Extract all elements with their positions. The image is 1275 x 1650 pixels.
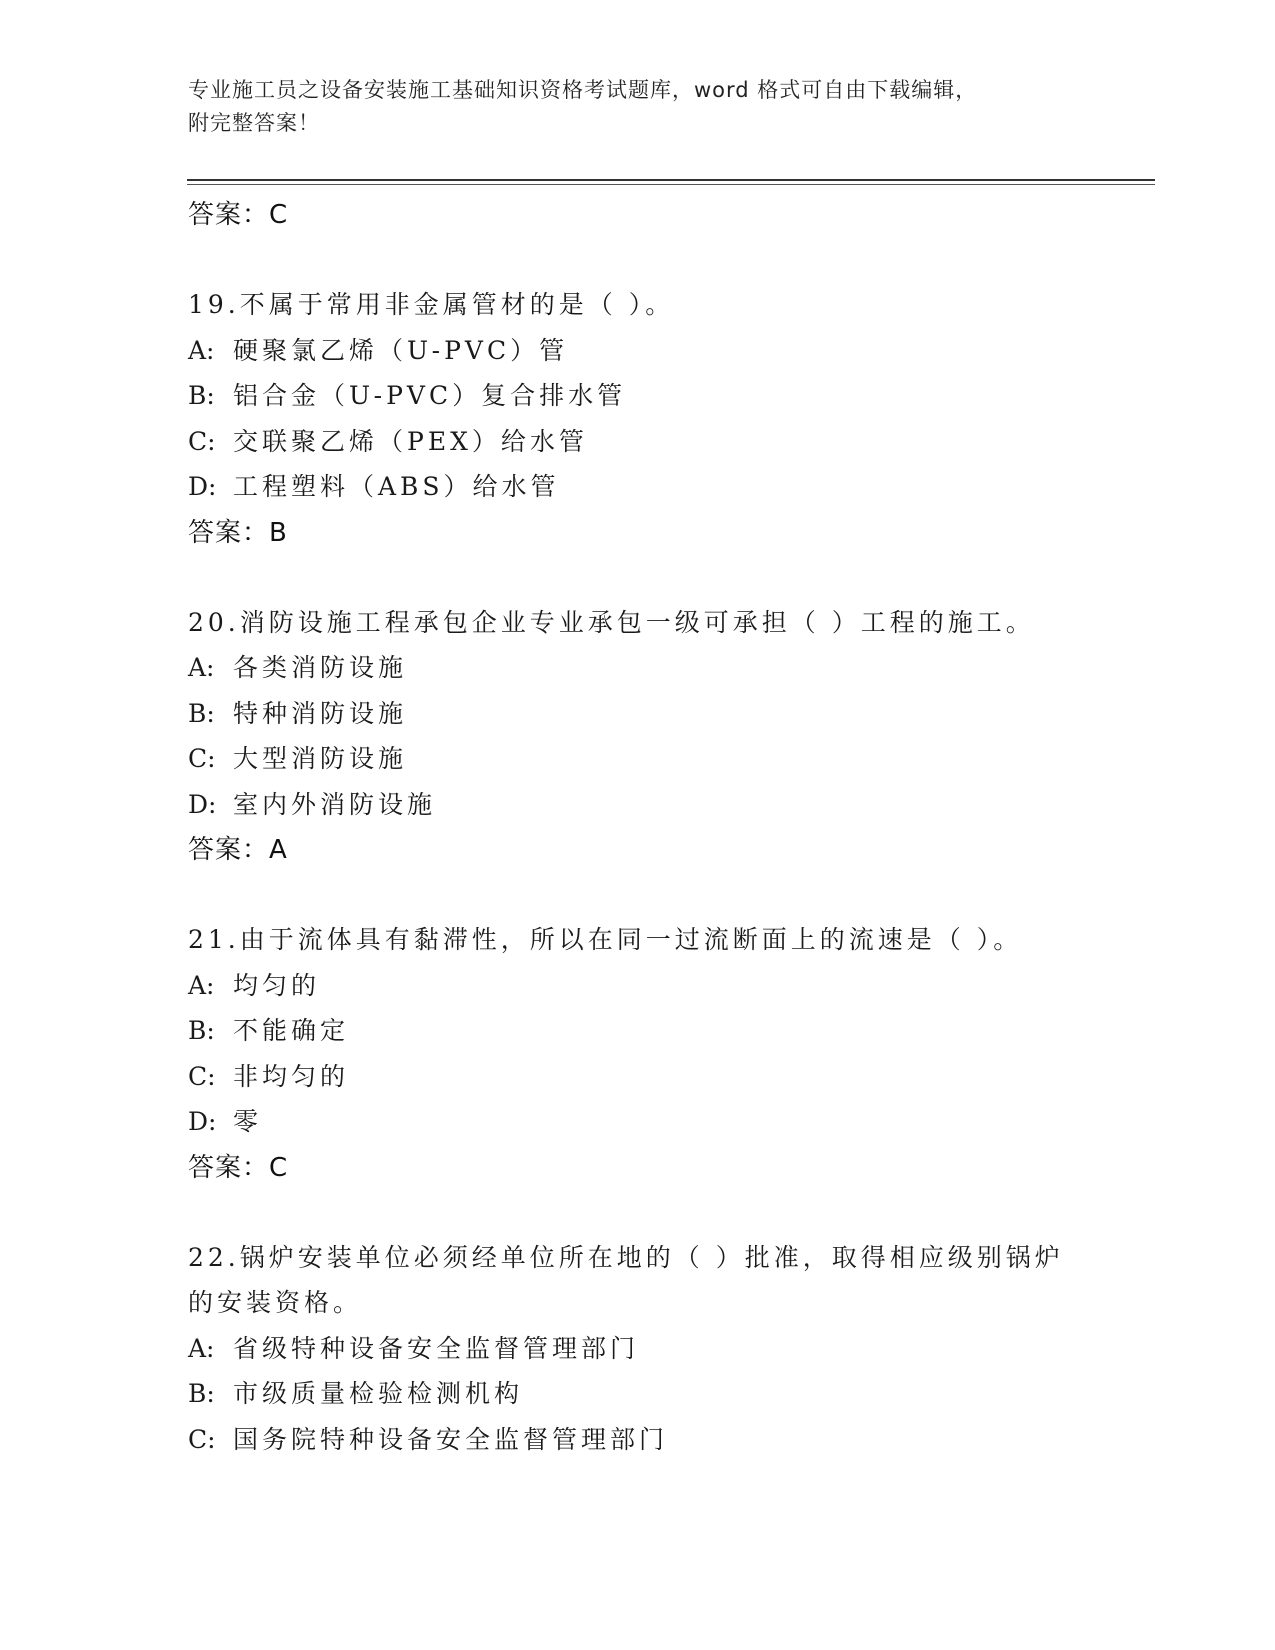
- option-letter: B:: [188, 1016, 215, 1045]
- header-rule-thin: [187, 184, 1155, 185]
- option-letter: C:: [188, 1424, 216, 1454]
- answer-value: C: [269, 1152, 289, 1183]
- question-block: [188, 600, 1088, 874]
- answer-label: 答案：: [188, 200, 270, 230]
- option-letter: B:: [188, 381, 215, 410]
- answer-value: A: [269, 835, 288, 865]
- option-text: 省级特种设备安全监督管理部门: [233, 1333, 640, 1363]
- option-text: 大型消防设施: [233, 744, 408, 773]
- option-letter: D:: [188, 472, 217, 501]
- document-header: [188, 74, 1068, 140]
- option-letter: A:: [188, 335, 215, 365]
- answer-label: 答案：: [188, 517, 270, 548]
- option-c: [188, 1054, 1088, 1100]
- previous-answer: [188, 192, 1088, 238]
- option-text: 均匀的: [233, 970, 321, 1000]
- option-text: 非均匀的: [233, 1061, 350, 1091]
- option-a: [188, 645, 1088, 691]
- header-rule-thick: [187, 179, 1155, 181]
- option-letter: C:: [188, 426, 216, 456]
- option-letter: A:: [188, 970, 215, 1000]
- option-text: 各类消防设施: [233, 653, 408, 682]
- question-text-continued: 的安装资格。: [188, 1288, 363, 1317]
- option-a: [188, 963, 1088, 1009]
- question-answer: [188, 1145, 1088, 1191]
- question-answer: [188, 510, 1088, 556]
- option-c: [188, 736, 1088, 782]
- option-text: 不能确定: [233, 1016, 350, 1045]
- option-text: 工程塑料（ABS）给水管: [233, 472, 560, 501]
- question-text: 19.不属于常用非金属管材的是（ ）。: [188, 290, 675, 319]
- question-block: [188, 917, 1088, 1191]
- question-answer: [188, 827, 1088, 873]
- option-text: 国务院特种设备安全监督管理部门: [233, 1424, 669, 1454]
- option-text: 特种消防设施: [233, 698, 408, 728]
- option-c: [188, 419, 1088, 465]
- option-letter: C:: [188, 1061, 216, 1091]
- header-line-2: 附完整答案！: [188, 111, 320, 135]
- option-text: 硬聚氯乙烯（U-PVC）管: [233, 335, 569, 365]
- option-letter: B:: [188, 1379, 215, 1408]
- question-text: 21.由于流体具有黏滞性，所以在同一过流断面上的流速是（ ）。: [188, 925, 1023, 954]
- question-block: [188, 1235, 1088, 1463]
- option-b: [188, 1371, 1088, 1417]
- option-letter: B:: [188, 698, 215, 728]
- option-text: 室内外消防设施: [233, 789, 437, 819]
- question-list: [188, 192, 1088, 1462]
- option-text: 市级质量检验检测机构: [233, 1379, 524, 1408]
- option-a: [188, 1326, 1088, 1372]
- answer-label: 答案：: [188, 835, 270, 865]
- option-c: [188, 1417, 1088, 1463]
- option-text: 交联聚乙烯（PEX）给水管: [233, 426, 588, 456]
- option-text: 零: [233, 1107, 263, 1136]
- question-text: 20.消防设施工程承包企业专业承包一级可承担（ ）工程的施工。: [188, 607, 1035, 637]
- question-text: 22.锅炉安装单位必须经单位所在地的（ ）批准，取得相应级别锅炉: [188, 1242, 1064, 1272]
- option-b: [188, 691, 1088, 737]
- header-line-1: 专业施工员之设备安装施工基础知识资格考试题库，word 格式可自由下载编辑，: [188, 78, 978, 102]
- option-b: [188, 373, 1088, 419]
- option-d: [188, 1099, 1088, 1145]
- option-letter: A:: [188, 653, 215, 682]
- option-d: [188, 464, 1088, 510]
- answer-value: B: [269, 517, 288, 548]
- option-letter: C:: [188, 744, 216, 773]
- option-letter: A:: [188, 1333, 215, 1363]
- option-letter: D:: [188, 1107, 217, 1136]
- question-block: [188, 282, 1088, 556]
- option-text: 铝合金（U-PVC）复合排水管: [233, 381, 627, 410]
- answer-label: 答案：: [188, 1152, 270, 1183]
- option-b: [188, 1008, 1088, 1054]
- option-letter: D:: [188, 789, 217, 819]
- option-d: [188, 782, 1088, 828]
- answer-value: C: [269, 200, 289, 230]
- option-a: [188, 328, 1088, 374]
